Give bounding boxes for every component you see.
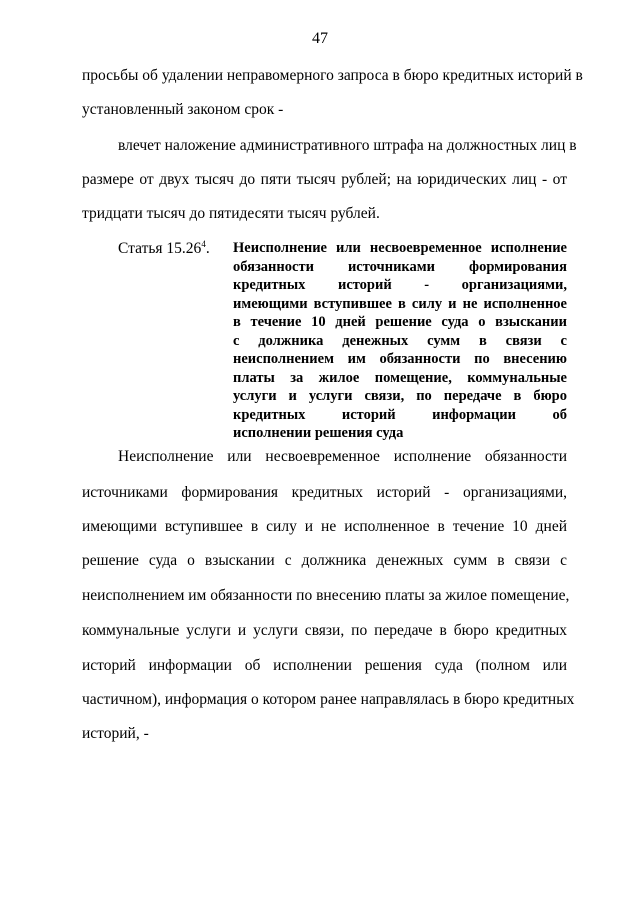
article-label-suffix: . — [205, 240, 210, 258]
article-title-line: кредитных историй информации об — [233, 406, 567, 423]
article-title-line: обязанности источниками формирования — [233, 258, 567, 275]
body-line-1: Неисполнение или несвоевременное исполнение обязанности — [118, 448, 567, 465]
body-line-8: частичном), информация о котором ранее направлялась в бюро кредитных — [82, 691, 575, 708]
article-title-line: имеющими вступившее в силу и не исполненное — [233, 295, 567, 312]
article-title-line: в течение 10 дней решение суда о взыскании — [233, 314, 567, 330]
page-number: 47 — [312, 30, 328, 47]
body-line-3: имеющими вступившее в силу и не исполненное в течение 10 дней — [82, 518, 567, 535]
article-title-line: кредитных историй - организациями, — [233, 277, 567, 293]
body-line-7: историй информации об исполнении решения суда (полном или — [82, 657, 567, 674]
body-line-2: источниками формирования кредитных историй - организациями, — [82, 484, 567, 501]
article-label — [118, 239, 210, 258]
body-line-6: коммунальные услуги и услуги связи, по передаче в бюро кредитных — [82, 622, 567, 639]
body-line-4: решение суда о взыскании с должника денежных сумм в связи с — [82, 552, 567, 569]
article-title-line: исполнении решения суда — [233, 425, 404, 441]
article-title-line: Неисполнение или несвоевременное исполнение — [233, 240, 567, 256]
intro-line-2: установленный законом срок - — [82, 101, 284, 118]
article-title-line: платы за жилое помещение, коммунальные — [233, 369, 567, 386]
article-title — [233, 239, 567, 443]
article-label-superscript: 4 — [201, 239, 206, 249]
article-label-text: Статья 15.26 — [118, 240, 202, 258]
intro-line-4: размере от двух тысяч до пяти тысяч рублей; на юридических лиц - от — [82, 171, 567, 188]
article-title-line: услуги и услуги связи, по передаче в бюро — [233, 388, 567, 404]
body-line-5: неисполнением им обязанности по внесению платы за жилое помещение, — [82, 587, 570, 604]
article-title-line: с должника денежных сумм в связи с — [233, 332, 567, 349]
body-line-9: историй, - — [82, 725, 149, 742]
intro-line-5: тридцати тысяч до пятидесяти тысяч рублей. — [82, 205, 380, 222]
intro-line-1: просьбы об удалении неправомерного запроса в бюро кредитных историй в — [82, 67, 583, 84]
article-title-line: неисполнением им обязанности по внесению — [233, 351, 567, 367]
intro-line-3: влечет наложение административного штрафа на должностных лиц в — [118, 137, 577, 154]
